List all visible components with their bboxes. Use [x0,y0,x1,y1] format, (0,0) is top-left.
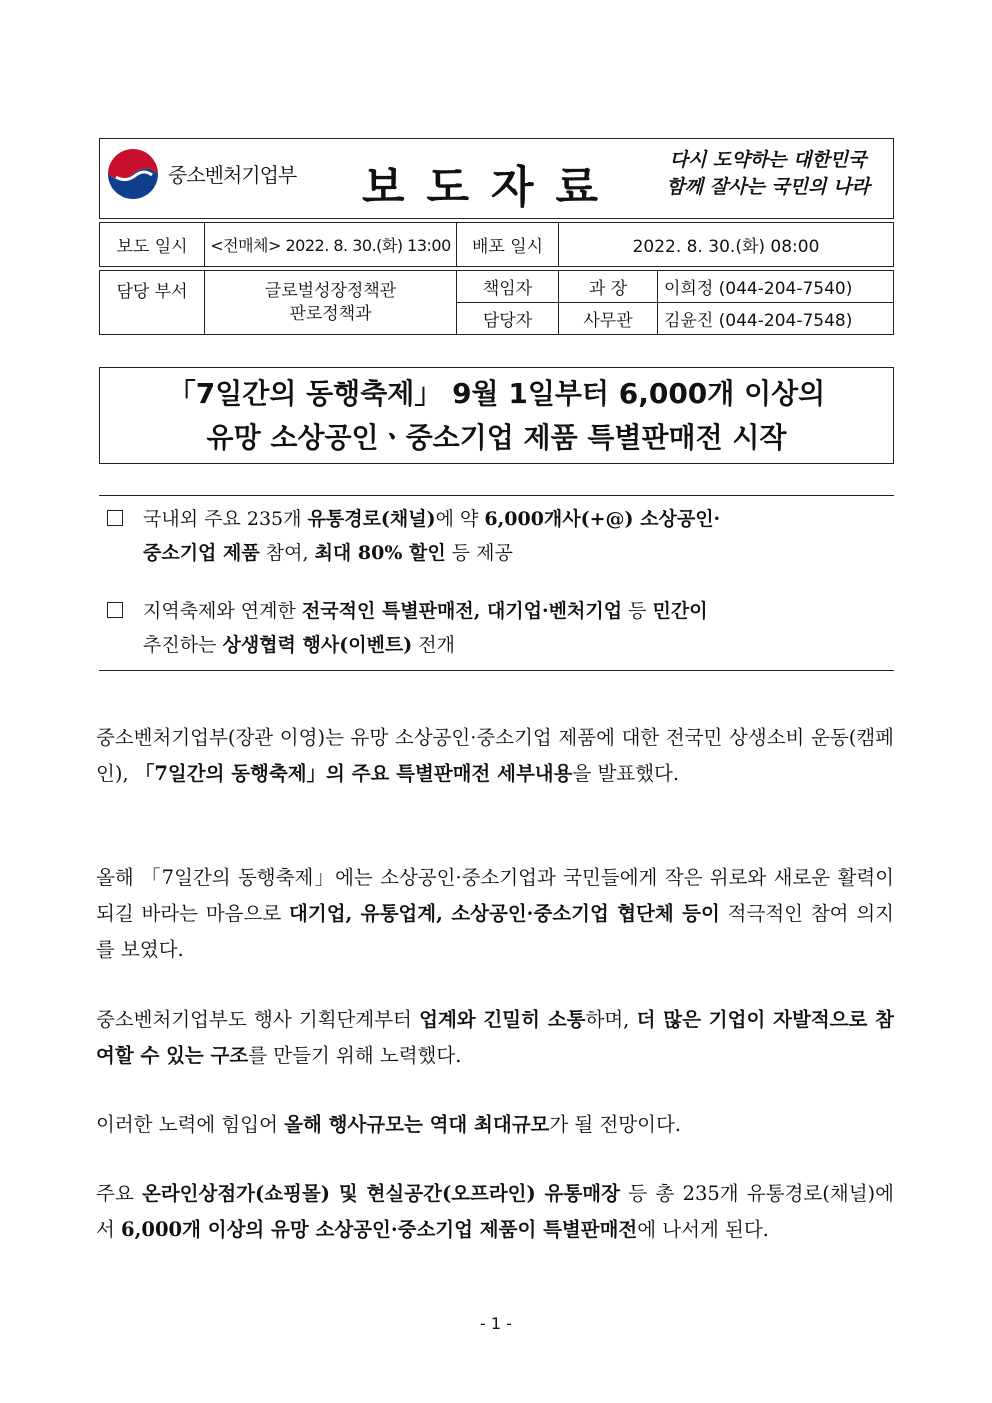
paragraph-4 [96,1107,894,1143]
summary-text [143,502,894,570]
masthead [99,138,894,219]
paragraph-5 [96,1176,894,1248]
text-run: 국내외 주요 235개 [143,508,308,530]
department-value [205,271,457,335]
text-run: 등 제공 [445,542,513,564]
slogan-line-2: 함께 잘사는 국민의 나라 [666,176,870,198]
staff-label: 담당자 [457,303,559,335]
text-run-bold: 6,000개사(+@) 소상공인· [484,508,721,530]
text-run: 가 될 전망이다. [549,1113,682,1136]
text-run: 등 [622,600,653,622]
release-date-table [99,222,894,267]
text-run-bold: 최대 80% 할인 [314,542,446,564]
text-run-bold: 전국적인 특별판매전, 대기업·벤처기업 [301,600,623,622]
department-line-1: 글로벌성장정책관 [264,280,397,301]
summary-section [99,495,894,671]
checkbox-icon [107,510,123,526]
slogan-line-1: 다시 도약하는 대한민국 [669,149,867,171]
department-table [99,270,894,335]
headline-line-1: 「7일간의 동행축제」 9월 1일부터 6,000개 이상의 [167,377,826,410]
text-run-bold: 「7일간의 동행축제」의 주요 특별판매전 세부내용 [134,762,573,785]
text-run: 를 만들기 위해 노력했다. [248,1044,462,1067]
text-run-bold: 업계와 긴밀히 소통 [419,1008,586,1031]
text-run: 전개 [412,634,455,656]
staff-title: 사무관 [559,303,658,335]
text-run-bold: 상생협력 행사(이벤트) [222,634,413,656]
department-line-2: 판로정책과 [289,303,372,324]
text-run: 주요 [96,1182,142,1205]
page-number: - 1 - [480,1314,512,1333]
staff-name: 김윤진 (044-204-7548) [658,303,894,335]
text-run: 등 총 235개 유통경로(채널)에서 [96,1182,894,1241]
distribution-date-value: 2022. 8. 30.(화) 08:00 [559,223,894,267]
page-title: 보도자료 [362,162,621,213]
text-run-bold: 온라인상점가(쇼핑몰) 및 현실공간(오프라인) 유통매장 [141,1182,620,1205]
summary-text [143,594,894,662]
text-run-bold: 올해 행사규모는 역대 최대규모 [284,1113,550,1136]
release-date-value: <전매체> 2022. 8. 30.(화) 13:00 [205,223,457,267]
responsible-label: 책임자 [457,271,559,303]
text-run-bold: 대기업, 유통업계, 소상공인·중소기업 협단체 등이 [289,902,720,925]
headline [99,367,894,464]
text-run-bold: 유통경로(채널) [307,508,436,530]
text-run-bold: 더 많은 기업이 자발적으로 참여할 수 있는 구조 [96,1008,894,1067]
text-run: 올해 「7일간의 동행축제」에는 소상공인·중소기업과 국민들에게 작은 위로와 새로운 활력이 되길 바라는 마음으로 [96,866,894,925]
paragraph-3 [96,1002,894,1074]
government-emblem-icon [106,147,160,201]
text-run: 중소벤처기업부(장관 이영)는 유망 소상공인·중소기업 제품에 대한 전국민 상생소비 운동(캠페인), [96,726,894,785]
checkbox-icon [107,602,123,618]
text-run-bold: 중소기업 제품 [143,542,260,564]
text-run: 적극적인 참여 의지를 보였다. [96,902,894,961]
distribution-date-label: 배포 일시 [457,223,559,267]
text-run: 중소벤처기업부도 행사 기획단계부터 [96,1008,420,1031]
text-run: 참여, [259,542,315,564]
slogan [652,147,884,201]
headline-line-2: 유망 소상공인ㆍ중소기업 제품 특별판매전 시작 [206,421,787,454]
responsible-title: 과 장 [559,271,658,303]
ministry-name: 중소벤처기업부 [168,163,297,187]
text-run-bold: 민간이 [652,600,708,622]
release-date-label: 보도 일시 [100,223,205,267]
paragraph-2 [96,860,894,968]
text-run: 을 발표했다. [572,762,680,785]
responsible-name: 이희정 (044-204-7540) [658,271,894,303]
text-run: 지역축제와 연계한 [143,600,302,622]
department-label: 담당 부서 [100,271,205,335]
text-run: 이러한 노력에 힘입어 [96,1113,285,1136]
text-run: 하며, [585,1008,637,1031]
text-run-bold: 6,000개 이상의 유망 소상공인·중소기업 제품이 특별판매전 [121,1218,638,1241]
text-run: 에 약 [435,508,485,530]
paragraph-1 [96,720,894,792]
text-run: 추진하는 [143,634,223,656]
text-run: 에 나서게 된다. [637,1218,769,1241]
